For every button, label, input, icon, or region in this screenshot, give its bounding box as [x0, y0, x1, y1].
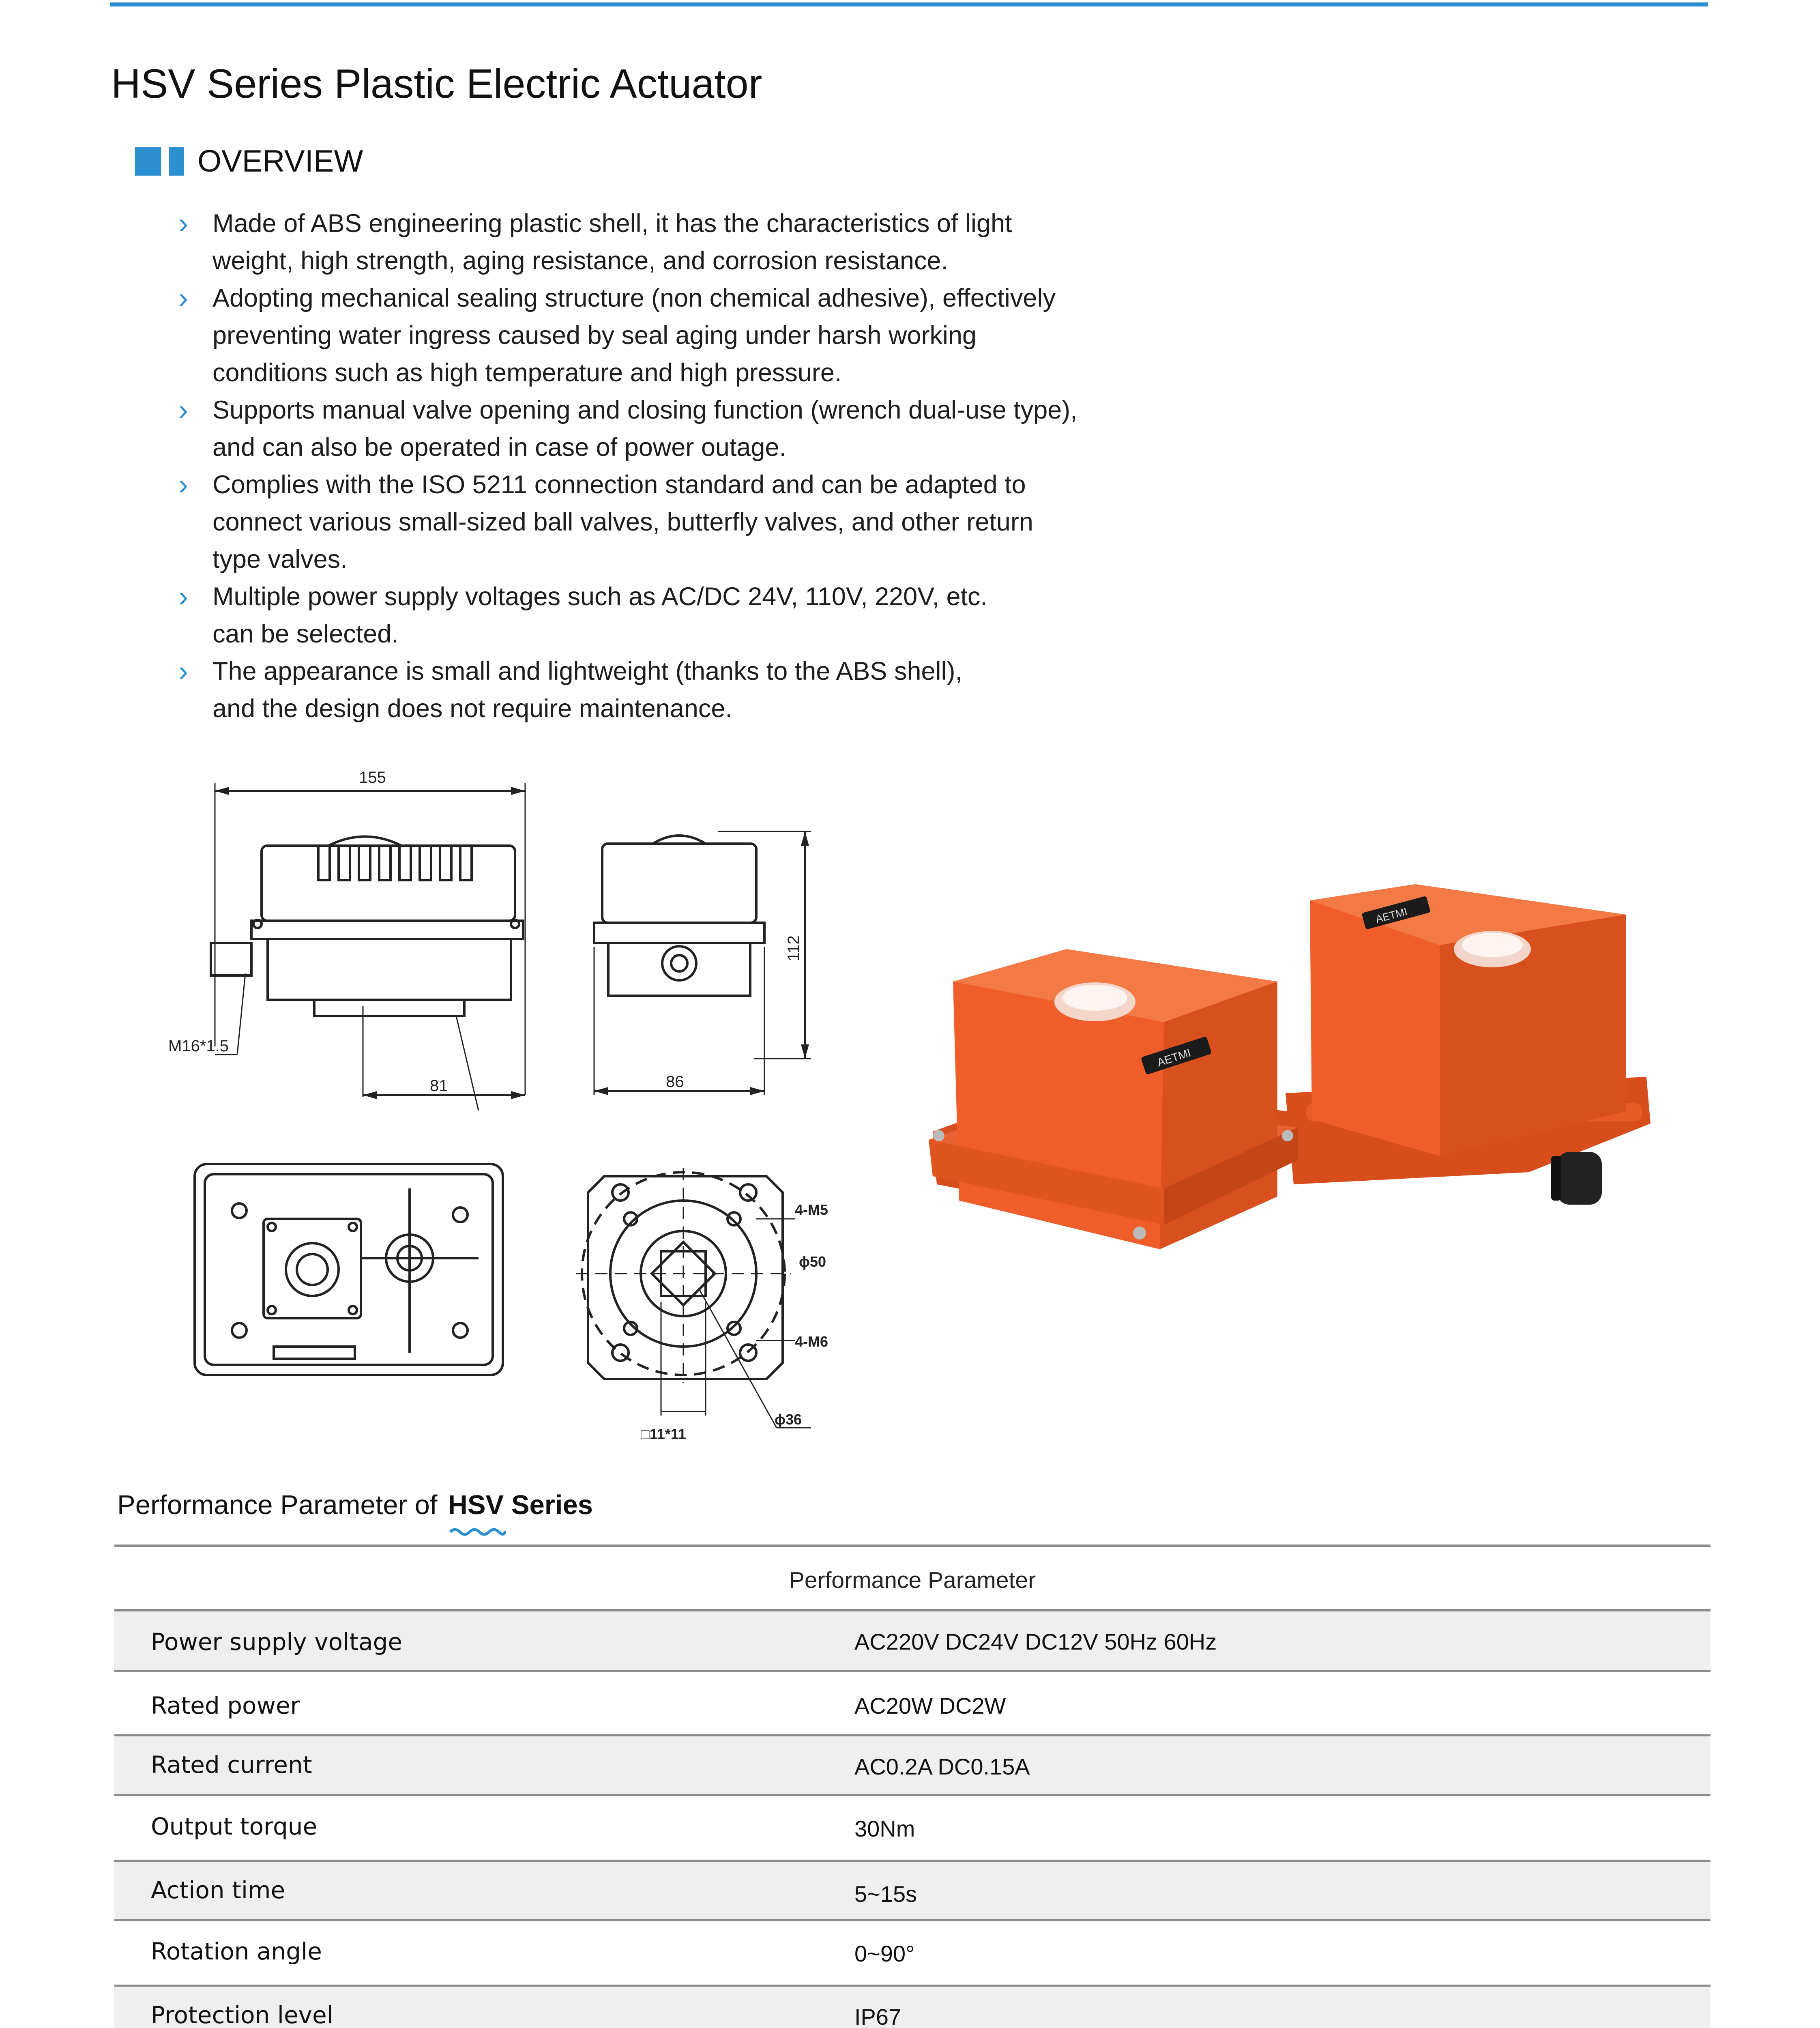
- performance-heading-series: HSV Series: [448, 1490, 593, 1520]
- performance-table: [114, 1545, 1711, 2028]
- product-photo: [921, 876, 1659, 1330]
- overview-heading: OVERVIEW: [197, 144, 363, 178]
- chevron-right-icon: ›: [178, 580, 188, 613]
- dim-height-label: 112: [785, 935, 803, 961]
- param-name: Output torque: [151, 1813, 318, 1840]
- pcd-36-label: ϕ36: [775, 1411, 802, 1428]
- param-name: Action time: [151, 1876, 285, 1904]
- param-value: AC0.2A DC0.15A: [854, 1754, 1030, 1779]
- overview-bullet: › Supports manual valve opening and closing function (wrench dual-use type), and can also be operated in case of power outage.: [178, 391, 1152, 466]
- param-value: 5~15s: [854, 1881, 917, 1907]
- table-row: [114, 1987, 1711, 2028]
- table-row: [114, 1672, 1711, 1736]
- param-name: Rated current: [151, 1751, 312, 1779]
- chevron-right-icon: ›: [178, 282, 188, 314]
- overview-bar-icon: [169, 147, 184, 176]
- param-value: 0~90°: [854, 1941, 915, 1966]
- table-row: [114, 1862, 1711, 1921]
- overview-bullet: › Multiple power supply voltages such as AC/DC 24V, 110V, 220V, etc. can be selected.: [178, 578, 1152, 653]
- chevron-right-icon: ›: [178, 394, 188, 426]
- actuator-back: [1286, 884, 1650, 1205]
- param-name: Rated power: [151, 1692, 300, 1719]
- brand-label-front: AETMI: [1155, 1046, 1193, 1069]
- table-row: [114, 1921, 1711, 1987]
- overview-bullet: › Adopting mechanical sealing structure (non chemical adhesive), effectively preventing water ingress caused by seal aging under harsh working conditions such as high temperature and high pressure.: [178, 279, 1152, 391]
- overview-bullet-list: [178, 205, 1152, 727]
- table-row: [114, 1736, 1711, 1796]
- actuator-front: [929, 949, 1298, 1249]
- param-value: IP67: [854, 2004, 901, 2028]
- dim-81-label: 81: [430, 1077, 448, 1095]
- param-name: Protection level: [151, 2001, 333, 2028]
- param-value: AC220V DC24V DC12V 50Hz 60Hz: [854, 1629, 1217, 1654]
- performance-heading: [117, 1489, 593, 1521]
- param-name: Rotation angle: [151, 1938, 322, 1965]
- thread-label: M16*1.5: [168, 1037, 229, 1055]
- page-title: HSV Series Plastic Electric Actuator: [111, 61, 762, 107]
- brand-label-back: AETMI: [1374, 905, 1409, 926]
- holes-m6-label: 4-M6: [795, 1333, 828, 1350]
- table-row: [114, 1611, 1711, 1672]
- overview-bullet: › The appearance is small and lightweight (thanks to the ABS shell), and the design does not require maintenance.: [178, 653, 1152, 727]
- table-row: [114, 1796, 1711, 1862]
- param-value: 30Nm: [854, 1816, 915, 1841]
- param-value: AC20W DC2W: [854, 1693, 1006, 1719]
- top-accent-rule: [110, 2, 1708, 6]
- dim-86-label: 86: [666, 1073, 684, 1091]
- overview-square-icon: [135, 147, 161, 176]
- chevron-right-icon: ›: [178, 655, 188, 687]
- overview-bullet: › Complies with the ISO 5211 connection standard and can be adapted to connect various small-sized ball valves, butterfly valves, and other return type valves.: [178, 466, 1152, 578]
- dimension-drawing: [154, 763, 860, 1452]
- square-drive-label: □11*11: [641, 1426, 686, 1442]
- param-name: Power supply voltage: [151, 1628, 402, 1656]
- chevron-right-icon: ›: [178, 468, 188, 501]
- dim-width-label: 155: [359, 769, 386, 786]
- pcd-50-label: ϕ50: [799, 1253, 826, 1270]
- holes-m5-label: 4-M5: [795, 1201, 828, 1218]
- overview-bullet: › Made of ABS engineering plastic shell, it has the characteristics of light weight, high strength, aging resistance, and corrosion resistance.: [178, 205, 1152, 279]
- performance-heading-prefix: Performance Parameter of: [117, 1490, 438, 1520]
- wave-underline-icon: [449, 1527, 506, 1537]
- table-header: Performance Parameter: [114, 1545, 1711, 1611]
- chevron-right-icon: ›: [178, 207, 188, 240]
